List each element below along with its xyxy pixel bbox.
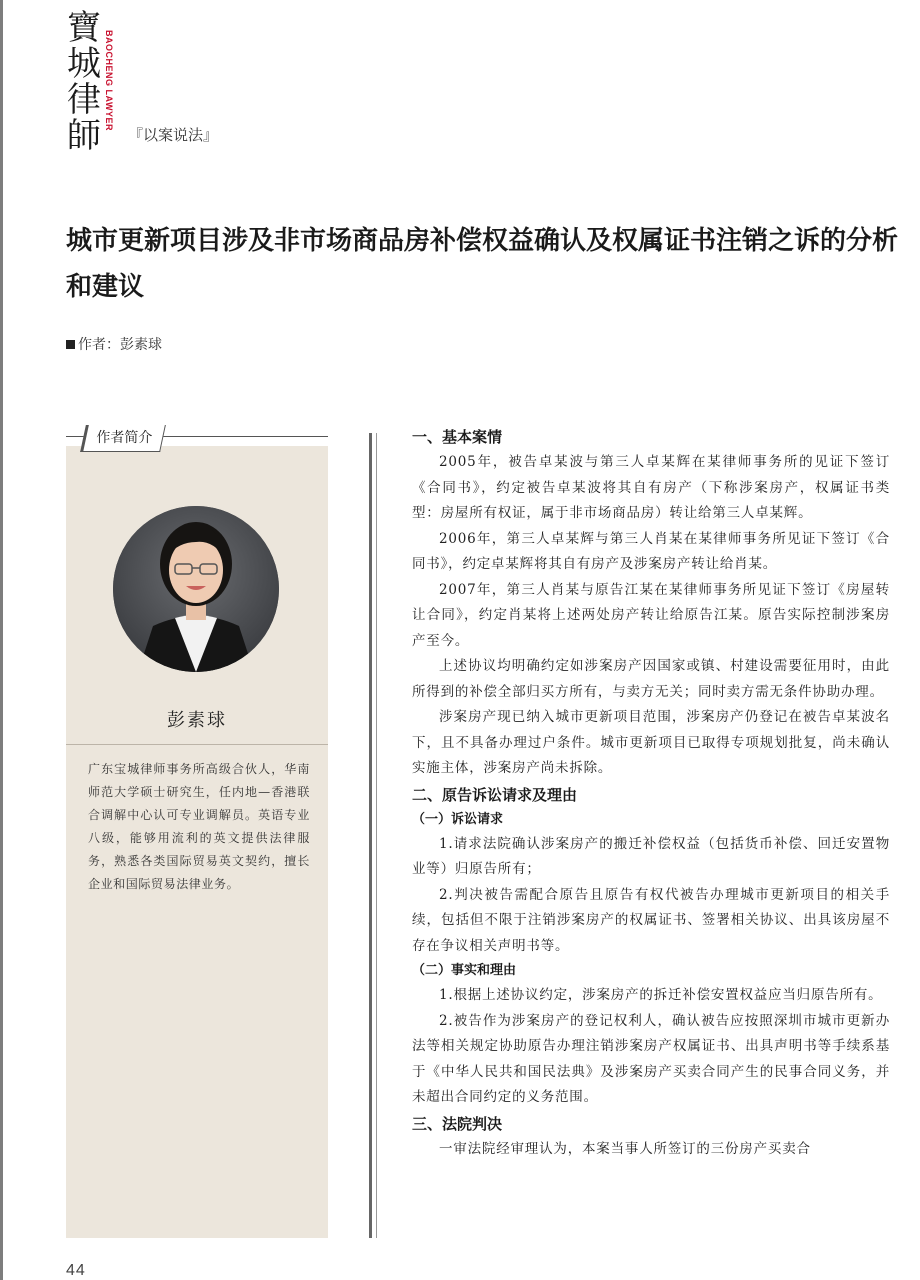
section-heading: 一、基本案情 <box>412 428 503 446</box>
paragraph: 上述协议均明确约定如涉案房产因国家或镇、村建设需要征用时，由此所得到的补偿全部归买方所有，与卖方无关；同时卖方需无条件协助办理。 <box>412 658 890 700</box>
subsection-heading: （二）事实和理由 <box>412 963 517 978</box>
paragraph: 涉案房产现已纳入城市更新项目范围，涉案房产仍登记在被告卓某波名下，且不具备办理过户条件。城市更新项目已取得专项规划批复，尚未确认实施主体，涉案房产尚未拆除。 <box>412 709 890 776</box>
page-number: 44 <box>66 1262 86 1279</box>
paragraph: 2.判决被告需配合原告且原告有权代被告办理城市更新项目的相关手续，包括但不限于注销涉案房产的权属证书、签署相关协议、出具该房屋不存在争议相关声明书等。 <box>412 886 890 954</box>
paragraph: 2.被告作为涉案房产的登记权利人，确认被告应按照深圳市城市更新办法等相关规定协助原告办理注销涉案房产权属证书、出具声明书等手续系基于《中华人民共和国民法典》及涉案房产买卖合同产生的民事合同义务，并未超出合同约定的义务范围。 <box>412 1012 890 1105</box>
author-text: 作者：彭素球 <box>78 336 162 352</box>
logo <box>66 10 102 154</box>
logo-char: 律 <box>67 80 101 120</box>
column-separator-thick <box>369 433 372 1238</box>
square-bullet-icon <box>66 340 75 349</box>
logo-char: 寶 <box>67 8 101 48</box>
portrait-image <box>113 506 279 672</box>
author-name: 彭素球 <box>167 710 227 731</box>
column-separator-thin <box>376 433 377 1238</box>
subsection-heading: （一）诉讼请求 <box>412 811 504 827</box>
author-photo <box>113 506 279 672</box>
logo-char: 師 <box>67 116 101 156</box>
author-bio-text: 广东宝城律师事务所高级合伙人，华南师范大学硕士研究生，任内地—香港联合调解中心认可专业调解员。英语专业八级，能够用流利的英文提供法律服务，熟悉各类国际贸易英文契约，擅长企业和国际贸易法律业务。 <box>88 762 310 891</box>
author-bio-panel <box>66 446 328 1238</box>
author-line <box>66 334 162 354</box>
bio-divider <box>66 744 328 745</box>
logo-english: BAOCHENG LAWYER <box>104 30 114 132</box>
section-heading: 三、法院判决 <box>412 1114 503 1133</box>
column-name: 『以案说法』 <box>128 127 219 144</box>
page-spine <box>0 0 3 1280</box>
bio-tab <box>80 425 166 452</box>
logo-char: 城 <box>67 44 101 84</box>
article-body <box>412 424 890 1162</box>
paragraph: 2006年，第三人卓某辉与第三人肖某在某律师事务所见证下签订《合同书》，约定卓某辉将其自有房产及涉案房产转让给肖某。 <box>412 530 890 572</box>
paragraph: 1.请求法院确认涉案房产的搬迁补偿权益（包括货币补偿、回迁安置物业等）归原告所有； <box>412 835 890 877</box>
article-title: 城市更新项目涉及非市场商品房补偿权益确认及权属证书注销之诉的分析和建议 <box>66 226 899 302</box>
paragraph: 2005年，被告卓某波与第三人卓某辉在某律师事务所的见证下签订《合同书》，约定被告卓某波将其自有房产（下称涉案房产，权属证书类型：房屋所有权证，属于非市场商品房）转让给第三人卓某辉。 <box>412 454 890 521</box>
bio-tab-label: 作者简介 <box>96 429 153 445</box>
paragraph: 2007年，第三人肖某与原告江某在某律师事务所见证下签订《房屋转让合同》，约定肖某将上述两处房产转让给原告江某。原告实际控制涉案房产至今。 <box>412 581 890 649</box>
paragraph: 1.根据上述协议约定，涉案房产的拆迁补偿安置权益应当归原告所有。 <box>439 987 883 1003</box>
section-heading: 二、原告诉讼请求及理由 <box>412 785 578 804</box>
paragraph: 一审法院经审理认为，本案当事人所签订的三份房产买卖合 <box>439 1140 811 1157</box>
